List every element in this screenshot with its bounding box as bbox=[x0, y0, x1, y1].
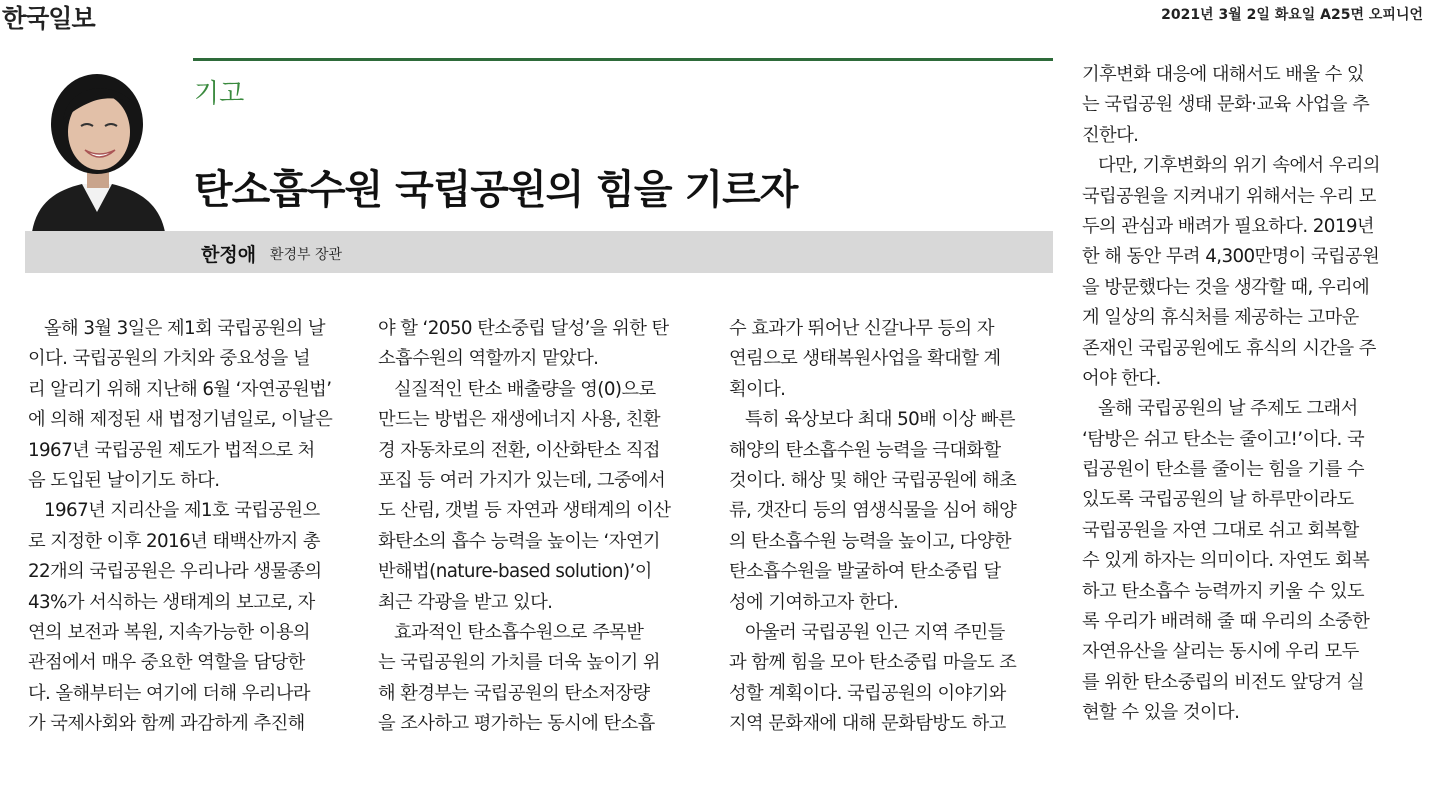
text-line: 아울러 국립공원 인근 지역 주민들 bbox=[745, 621, 1005, 643]
text-line: 화탄소의 흡수 능력을 높이는 ‘자연기 bbox=[378, 530, 660, 552]
text-line: 22개의 국립공원은 우리나라 생물종의 bbox=[28, 561, 322, 583]
text-line: 포집 등 여러 가지가 있는데, 그중에서 bbox=[378, 469, 666, 491]
article-column-3 bbox=[729, 314, 1055, 739]
text-line: 연의 보전과 복원, 지속가능한 이용의 bbox=[28, 621, 310, 643]
text-line: 만드는 방법은 재생에너지 사용, 친환 bbox=[378, 409, 660, 431]
text-line: 지역 문화재에 대해 문화탐방도 하고 bbox=[729, 713, 1006, 735]
author-portrait bbox=[27, 62, 167, 232]
text-line: 가 국제사회와 함께 과감하게 추진해 bbox=[28, 713, 305, 735]
text-line: 도 산림, 갯벌 등 자연과 생태계의 이산 bbox=[378, 500, 671, 522]
text-line: 진한다. bbox=[1082, 124, 1139, 146]
text-line: 에 의해 제정된 새 법정기념일로, 이날은 bbox=[28, 409, 333, 431]
section-label: 기고 bbox=[194, 79, 245, 109]
text-line: 올해 3월 3일은 제1회 국립공원의 날 bbox=[44, 318, 325, 339]
text-line: 는 국립공원의 가치를 더욱 높이기 위 bbox=[378, 652, 660, 674]
text-line: 있도록 국립공원의 날 하루만이라도 bbox=[1082, 489, 1354, 511]
text-line: 는 국립공원 생태 문화·교육 사업을 추 bbox=[1082, 94, 1370, 116]
byline-bar bbox=[25, 231, 1053, 273]
text-line: 최근 각광을 받고 있다. bbox=[378, 591, 553, 613]
text-line: 류, 갯잔디 등의 염생식물을 심어 해양 bbox=[729, 500, 1017, 522]
byline-name: 한정애 bbox=[201, 244, 257, 266]
text-line: 반해법(nature-based solution)’이 bbox=[378, 561, 652, 583]
text-line: 게 일상의 휴식처를 제공하는 고마운 bbox=[1082, 307, 1359, 329]
text-line: 것이다. 해상 및 해안 국립공원에 해초 bbox=[729, 469, 1017, 491]
text-line: 록 우리가 배려해 줄 때 우리의 소중한 bbox=[1082, 611, 1370, 633]
text-line: 두의 관심과 배려가 필요하다. 2019년 bbox=[1082, 215, 1374, 237]
text-line: 어야 한다. bbox=[1082, 367, 1161, 389]
text-line: 하고 탄소흡수 능력까지 키울 수 있도 bbox=[1082, 580, 1364, 602]
article-column-4 bbox=[1082, 60, 1412, 729]
text-line: 소흡수원의 역할까지 맡았다. bbox=[378, 348, 599, 370]
text-line: 관점에서 매우 중요한 역할을 담당한 bbox=[28, 652, 305, 674]
text-line: 탄소흡수원을 발굴하여 탄소중립 달 bbox=[729, 561, 1001, 583]
text-line: 경 자동차로의 전환, 이산화탄소 직접 bbox=[378, 439, 660, 461]
text-line: 음 도입된 날이기도 하다. bbox=[28, 469, 220, 491]
text-line: 을 방문했다는 것을 생각할 때, 우리에 bbox=[1082, 276, 1370, 298]
text-line: 해양의 탄소흡수원 능력을 극대화할 bbox=[729, 439, 1001, 461]
text-line: 성할 계획이다. 국립공원의 이야기와 bbox=[729, 682, 1006, 704]
text-line: 수 효과가 뛰어난 신갈나무 등의 자 bbox=[729, 318, 994, 339]
text-line: 존재인 국립공원에도 휴식의 시간을 주 bbox=[1082, 337, 1376, 359]
text-line: 립공원이 탄소를 줄이는 힘을 기를 수 bbox=[1082, 459, 1364, 481]
text-line: 의 탄소흡수원 능력을 높이고, 다양한 bbox=[729, 530, 1011, 552]
text-line: 을 조사하고 평가하는 동시에 탄소흡 bbox=[378, 713, 655, 735]
text-line: 획이다. bbox=[729, 378, 786, 400]
text-line: 연림으로 생태복원사업을 확대할 계 bbox=[729, 348, 1001, 370]
text-line: ‘탐방은 쉬고 탄소는 줄이고!’이다. 국 bbox=[1082, 428, 1365, 450]
text-line: 올해 국립공원의 날 주제도 그래서 bbox=[1098, 398, 1358, 420]
text-line: 다. 올해부터는 여기에 더해 우리나라 bbox=[28, 682, 310, 704]
article-column-2 bbox=[378, 314, 704, 739]
text-line: 해 환경부는 국립공원의 탄소저장량 bbox=[378, 682, 650, 704]
text-line: 1967년 국립공원 제도가 법적으로 처 bbox=[28, 439, 315, 461]
article-column-1 bbox=[28, 314, 354, 739]
text-line: 수 있게 하자는 의미이다. 자연도 회복 bbox=[1082, 550, 1370, 572]
text-line: 국립공원을 자연 그대로 쉬고 회복할 bbox=[1082, 519, 1359, 541]
text-line: 과 함께 힘을 모아 탄소중립 마을도 조 bbox=[729, 652, 1017, 674]
text-line: 실질적인 탄소 배출량을 영(0)으로 bbox=[394, 378, 656, 400]
top-rule-divider bbox=[193, 58, 1053, 61]
text-line: 국립공원을 지켜내기 위해서는 우리 모 bbox=[1082, 185, 1376, 207]
text-line: 리 알리기 위해 지난해 6월 ‘자연공원법’ bbox=[28, 378, 332, 400]
text-line: 야 할 ‘2050 탄소중립 달성’을 위한 탄 bbox=[378, 318, 669, 339]
text-line: 기후변화 대응에 대해서도 배울 수 있 bbox=[1082, 64, 1364, 85]
text-line: 효과적인 탄소흡수원으로 주목받 bbox=[394, 621, 644, 643]
text-line: 로 지정한 이후 2016년 태백산까지 총 bbox=[28, 530, 320, 552]
text-line: 자연유산을 살리는 동시에 우리 모두 bbox=[1082, 641, 1359, 663]
newspaper-logo: 한국일보 bbox=[2, 4, 95, 33]
byline-role: 환경부 장관 bbox=[270, 247, 343, 263]
text-line: 를 위한 탄소중립의 비전도 앞당겨 실 bbox=[1082, 671, 1364, 693]
text-line: 43%가 서식하는 생태계의 보고로, 자 bbox=[28, 591, 315, 613]
headline: 탄소흡수원 국립공원의 힘을 기르자 bbox=[194, 167, 798, 213]
text-line: 한 해 동안 무려 4,300만명이 국립공원 bbox=[1082, 246, 1380, 268]
text-line: 특히 육상보다 최대 50배 이상 빠른 bbox=[745, 409, 1015, 431]
dateline: 2021년 3월 2일 화요일 A25면 오피니언 bbox=[1161, 7, 1423, 23]
text-line: 성에 기여하고자 한다. bbox=[729, 591, 899, 613]
text-line: 1967년 지리산을 제1호 국립공원으 bbox=[44, 500, 320, 522]
text-line: 다만, 기후변화의 위기 속에서 우리의 bbox=[1098, 155, 1380, 177]
text-line: 이다. 국립공원의 가치와 중요성을 널 bbox=[28, 348, 310, 370]
text-line: 현할 수 있을 것이다. bbox=[1082, 702, 1240, 724]
